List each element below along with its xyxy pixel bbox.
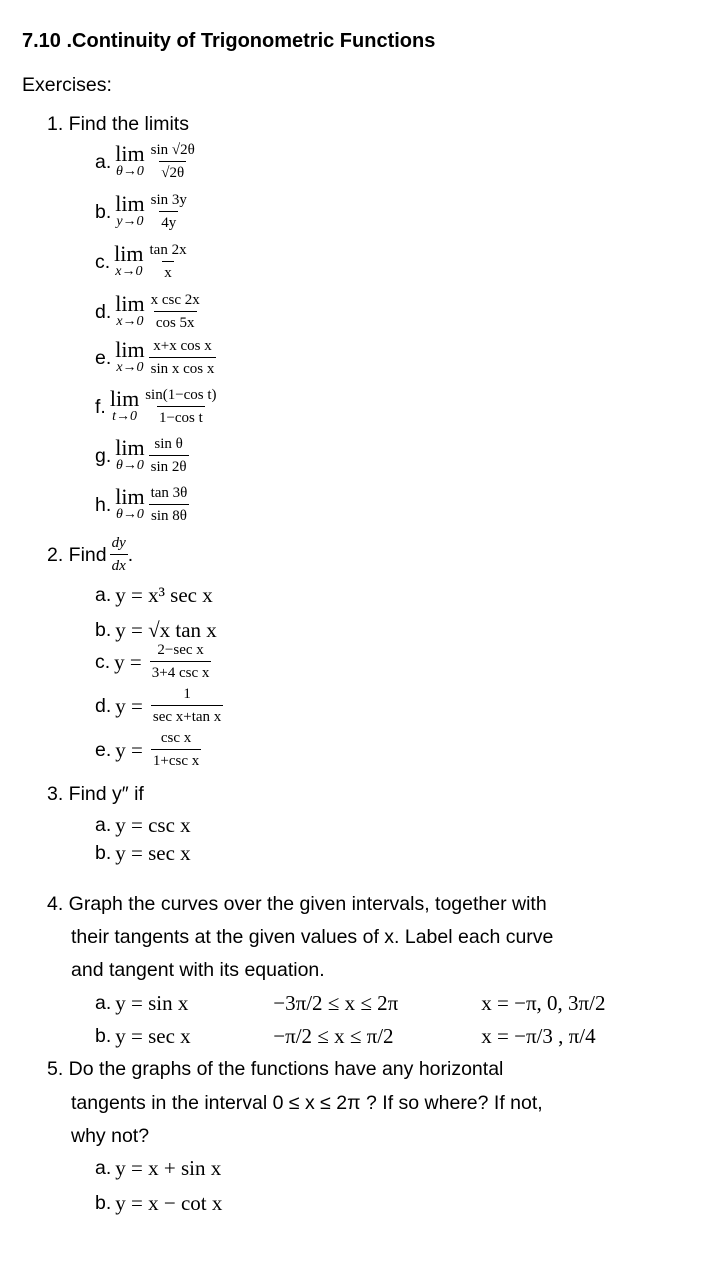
fraction-denominator: 3+4 csc x [150,661,212,682]
derivative-item [95,730,201,770]
page-title: 7.10 .Continuity of Trigonometric Functions [22,30,436,52]
lim-subscript: x→0 [115,264,143,279]
lim-subscript: x→0 [116,314,144,329]
item-label: c. [95,650,111,673]
fraction-numerator: sin(1−cos t) [145,387,217,403]
q5-text-line: 5. Do the graphs of the functions have any horizontal [47,1058,504,1080]
limit-item [95,338,216,378]
tangent-item [95,1191,230,1216]
exercises-label: Exercises: [22,74,112,96]
fraction-numerator: 1 [183,686,191,702]
second-derivative-item [95,813,199,838]
limit-item [95,436,189,476]
derivative-item [95,618,225,643]
item-label: f. [95,395,106,418]
q5-text-line: tangents in the interval 0 ≤ x ≤ 2π ? If so where? If not, [71,1092,543,1114]
tangent-item [95,1156,229,1181]
fraction-denominator: sin 2θ [149,455,189,476]
expression: y = [115,693,143,718]
fraction [150,642,212,682]
expression: y = x − cot x [115,1191,223,1215]
lim-text: lim [115,191,145,216]
lim-text: lim [109,386,140,411]
expression: y = csc x [115,813,191,837]
lim-text: lim [115,291,145,316]
item-label: b. [95,200,112,223]
q2-heading-text: 2. Find [47,543,107,566]
item-label: d. [95,300,112,323]
period: . [127,543,134,566]
tangent-points: x = −π, 0, 3π/2 [481,991,606,1015]
limit-item [95,192,189,232]
tangent-points: x = −π/3 , π/4 [481,1024,596,1048]
fraction [149,485,190,525]
fraction-denominator: 1−cos t [157,406,205,427]
item-label: e. [95,346,112,369]
fraction-denominator: √2θ [159,161,186,182]
fraction-numerator: sin θ [154,436,183,452]
fraction-denominator: x [162,261,174,282]
limit-item [95,485,189,525]
lim-subscript: t→0 [112,409,137,424]
fraction [151,686,223,726]
derivative-item [95,686,223,726]
graph-item [95,1024,695,1049]
fraction-numerator: sin √2θ [150,142,195,158]
fraction [149,436,189,476]
lim-text: lim [115,484,145,509]
fraction-denominator: sin x cos x [149,357,217,378]
fraction [148,242,189,282]
expression: y = [114,649,142,674]
lim-text: lim [115,435,145,460]
limit-item [95,292,202,332]
fraction-denominator: sec x+tan x [151,705,223,726]
q1-heading: 1. Find the limits [47,113,189,135]
lim-subscript: θ→0 [115,507,144,522]
item-label: e. [95,738,112,761]
lim-text: lim [114,241,144,266]
dy-dx-fraction [110,535,128,575]
limit-item [95,387,219,427]
item-label: a. [95,1157,112,1179]
fraction [149,192,189,232]
limit-operator [115,291,145,330]
limit-operator [115,435,145,474]
fraction-numerator: dy [111,535,126,551]
fraction-numerator: tan 2x [149,242,187,258]
expression: y = x³ sec x [115,583,213,607]
fraction-denominator: 1+csc x [151,749,201,770]
item-label: b. [95,619,112,641]
limit-operator [109,386,140,425]
derivative-item [95,642,211,682]
fraction-denominator: dx [110,554,128,575]
item-label: b. [95,1192,112,1214]
fraction [149,292,202,332]
q3-heading: 3. Find y″ if [47,783,144,805]
interval: −π/2 ≤ x ≤ π/2 [273,1024,394,1048]
limit-operator [115,337,145,376]
item-label: a. [95,150,112,173]
lim-subscript: y→0 [116,214,144,229]
item-label: a. [95,584,112,606]
lim-subscript: θ→0 [115,458,144,473]
expression: y = sec x [115,841,191,865]
fraction-denominator: cos 5x [154,311,197,332]
lim-text: lim [115,337,145,362]
limit-operator [115,141,145,180]
fraction-numerator: csc x [160,730,192,746]
derivative-item [95,583,221,608]
expression: y = sin x [115,991,189,1015]
lim-subscript: x→0 [116,360,144,375]
item-label: c. [95,250,111,273]
item-label: a. [95,814,112,836]
fraction-numerator: tan 3θ [150,485,188,501]
expression: y = x + sin x [115,1156,222,1180]
fraction-numerator: sin 3y [150,192,187,208]
q4-text-line: and tangent with its equation. [71,959,325,981]
second-derivative-item [95,841,199,866]
fraction [143,387,218,427]
fraction-denominator: 4y [159,211,178,232]
fraction [149,142,197,182]
q4-text-line: their tangents at the given values of x. Label each curve [71,926,554,948]
item-label: b. [95,1025,112,1047]
fraction-numerator: 2−sec x [157,642,204,658]
limit-operator [114,241,144,280]
expression: y = sec x [115,1024,191,1048]
fraction [151,730,201,770]
fraction-denominator: sin 8θ [149,504,189,525]
limit-operator [115,484,145,523]
expression: y = [115,737,143,762]
lim-text: lim [115,141,145,166]
fraction-numerator: x csc 2x [150,292,200,308]
q4-text-line: 4. Graph the curves over the given intervals, together with [47,893,547,915]
graph-item [95,991,695,1016]
item-label: h. [95,493,112,516]
q2-heading [47,535,133,575]
interval: −3π/2 ≤ x ≤ 2π [273,991,399,1015]
limit-item [95,242,189,282]
item-label: d. [95,694,112,717]
lim-subscript: θ→0 [115,164,144,179]
fraction-numerator: x+x cos x [153,338,212,354]
expression: y = √x tan x [115,618,217,642]
limit-operator [115,191,145,230]
q5-text-line: why not? [71,1125,150,1147]
item-label: g. [95,444,112,467]
item-label: b. [95,842,112,864]
limit-item [95,142,197,182]
fraction [149,338,217,378]
item-label: a. [95,992,112,1014]
